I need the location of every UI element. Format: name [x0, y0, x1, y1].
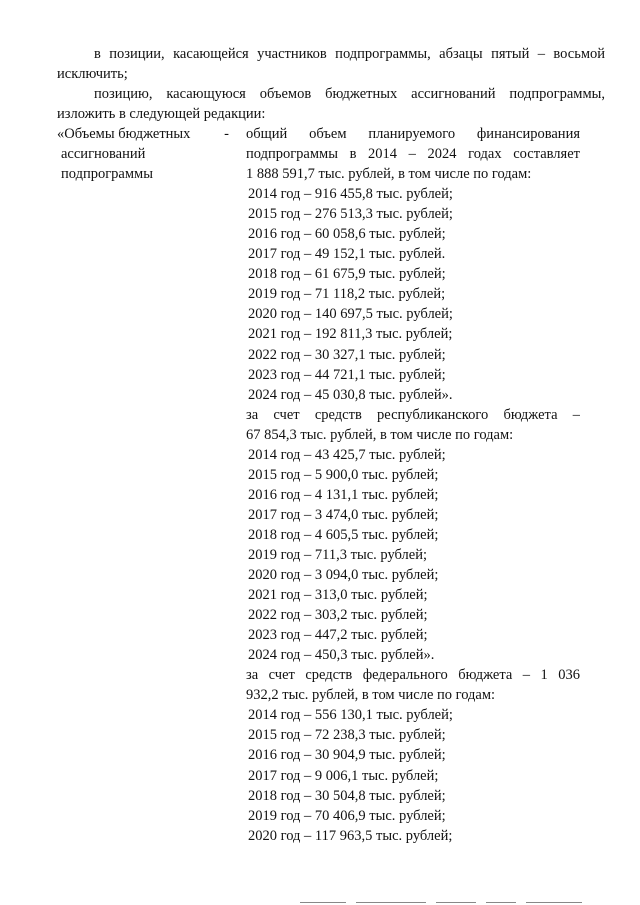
republican-year-item: 2018 год – 4 605,5 тыс. рублей; [248, 526, 439, 543]
republican-year-item: 2014 год – 43 425,7 тыс. рублей; [248, 446, 446, 463]
intro-line-3: позицию, касающуюся объемов бюджетных ассигнований подпрограммы, [94, 86, 605, 102]
budget-label-line-1 [57, 124, 229, 144]
scan-rule [486, 902, 516, 903]
total-year-item: 2023 год – 44 721,1 тыс. рублей; [248, 366, 446, 383]
republican-year-item: 2021 год – 313,0 тыс. рублей; [248, 587, 428, 604]
federal-years-list [246, 705, 580, 845]
total-year-item: 2015 год – 276 513,3 тыс. рублей; [248, 206, 453, 223]
total-line-2: подпрограммы в 2014 – 2024 годах составляет [246, 146, 580, 163]
total-line-1: общий объем планируемого финансирования [246, 126, 580, 142]
budget-label-dash: - [224, 126, 229, 142]
budget-label-line-3: подпрограммы [61, 166, 153, 182]
federal-year-item: 2019 год – 70 406,9 тыс. рублей; [248, 807, 446, 824]
republican-year-item: 2023 год – 447,2 тыс. рублей; [248, 627, 428, 644]
republican-year-item: 2019 год – 711,3 тыс. рублей; [248, 546, 427, 563]
intro-paragraph-1 [57, 44, 605, 84]
federal-year-item: 2020 год – 117 963,5 тыс. рублей; [248, 827, 453, 844]
total-year-item: 2022 год – 30 327,1 тыс. рублей; [248, 346, 446, 363]
federal-line-2: 932,2 тыс. рублей, в том числе по годам: [246, 687, 496, 704]
total-year-item: 2020 год – 140 697,5 тыс. рублей; [248, 306, 453, 323]
federal-line-1: за счет средств федерального бюджета – 1 036 [246, 667, 580, 684]
total-year-item: 2018 год – 61 675,9 тыс. рублей; [248, 266, 446, 283]
republican-line-2: 67 854,3 тыс. рублей, в том числе по годам: [246, 426, 514, 443]
republican-year-item: 2015 год – 5 900,0 тыс. рублей; [248, 466, 439, 483]
intro-line-2: исключить; [57, 66, 128, 82]
budget-content-column [246, 124, 580, 846]
federal-year-item: 2015 год – 72 238,3 тыс. рублей; [248, 727, 446, 744]
total-year-item: 2019 год – 71 118,2 тыс. рублей; [248, 286, 446, 303]
total-year-item: 2017 год – 49 152,1 тыс. рублей. [248, 246, 446, 263]
intro-paragraph-2 [57, 84, 605, 124]
total-year-item: 2016 год – 60 058,6 тыс. рублей; [248, 226, 446, 243]
republican-years-list [246, 445, 580, 666]
republican-year-item: 2024 год – 450,3 тыс. рублей». [248, 647, 435, 664]
federal-year-item: 2018 год – 30 504,8 тыс. рублей; [248, 787, 446, 804]
republican-year-item: 2020 год – 3 094,0 тыс. рублей; [248, 567, 439, 584]
scan-rule [436, 902, 476, 903]
republican-year-item: 2022 год – 303,2 тыс. рублей; [248, 607, 428, 624]
budget-label-line-2: ассигнований [61, 146, 146, 162]
federal-year-item: 2017 год – 9 006,1 тыс. рублей; [248, 767, 439, 784]
scan-rule [356, 902, 426, 903]
intro-line-4: изложить в следующей редакции: [57, 106, 266, 122]
total-years-list [246, 184, 580, 405]
total-year-item: 2024 год – 45 030,8 тыс. рублей». [248, 386, 453, 403]
total-line-3: 1 888 591,7 тыс. рублей, в том числе по годам: [246, 166, 532, 183]
budget-label-column [57, 124, 237, 184]
total-year-item: 2021 год – 192 811,3 тыс. рублей; [248, 326, 453, 343]
federal-year-item: 2016 год – 30 904,9 тыс. рублей; [248, 747, 446, 764]
federal-year-item: 2014 год – 556 130,1 тыс. рублей; [248, 707, 453, 724]
total-year-item: 2014 год – 916 455,8 тыс. рублей; [248, 186, 453, 203]
scan-rule [300, 902, 346, 903]
scan-rule [526, 902, 582, 903]
intro-line-1: в позиции, касающейся участников подпрограммы, абзацы пятый – восьмой [94, 46, 605, 62]
republican-year-item: 2017 год – 3 474,0 тыс. рублей; [248, 506, 439, 523]
budget-label-text: «Объемы бюджетных [57, 126, 191, 142]
republican-year-item: 2016 год – 4 131,1 тыс. рублей; [248, 486, 439, 503]
republican-line-1: за счет средств республиканского бюджета – [246, 406, 580, 423]
